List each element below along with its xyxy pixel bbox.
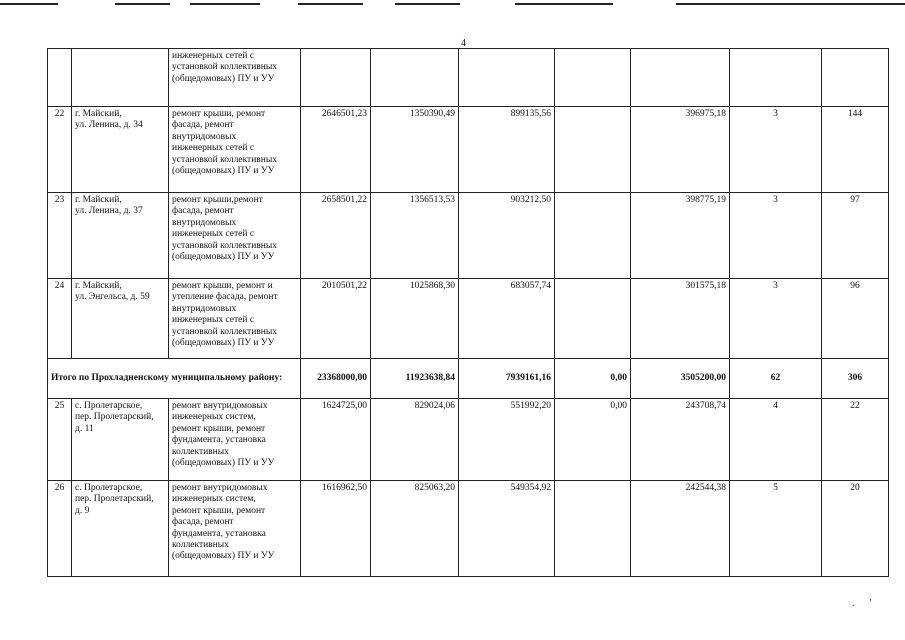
fund-cell: 1356513,53 (371, 193, 459, 279)
work-cell: ремонт крыши, ремонт фасада, ремонт внутридомовых инженерных сетей с установкой коллективных (общедомовых) ПУ и УУ (169, 107, 301, 193)
count-cell: 5 (730, 481, 822, 577)
count-cell: 3 (730, 279, 822, 359)
scan-artifact-line (298, 3, 363, 5)
fund-cell: 829024,06 (371, 399, 459, 481)
local-budget-cell (555, 193, 631, 279)
owners-cell: 301575,18 (631, 279, 730, 359)
owners-cell: 243708,74 (631, 399, 730, 481)
budget-cell: 551992,20 (459, 399, 555, 481)
address-cell: г. Майский, ул. Ленина, д. 37 (72, 193, 169, 279)
subtotal-residents: 306 (822, 359, 889, 399)
work-cell: ремонт внутридомовых инженерных систем, ремонт крыши, ремонт фундамента, установка коллективных (общедомовых) ПУ и УУ (169, 399, 301, 481)
address-cell: г. Майский, ул. Энгельса, д. 59 (72, 279, 169, 359)
row-number: 22 (48, 107, 72, 193)
residents-cell: 144 (822, 107, 889, 193)
owners-cell: 396975,18 (631, 107, 730, 193)
row-number: 23 (48, 193, 72, 279)
scan-artifact-line (115, 3, 170, 5)
owners-cell: 398775,19 (631, 193, 730, 279)
count-cell: 4 (730, 399, 822, 481)
value-cell (631, 49, 730, 107)
local-budget-cell (555, 481, 631, 577)
count-cell: 3 (730, 193, 822, 279)
budget-cell: 899135,56 (459, 107, 555, 193)
value-cell (822, 49, 889, 107)
value-cell (459, 49, 555, 107)
total-cost-cell: 2658501,22 (301, 193, 371, 279)
table-row (48, 193, 889, 279)
residents-cell: 97 (822, 193, 889, 279)
local-budget-cell: 0,00 (555, 399, 631, 481)
table-row (48, 399, 889, 481)
count-cell: 3 (730, 107, 822, 193)
scan-artifact-line (190, 3, 260, 5)
subtotal-total: 23368000,00 (301, 359, 371, 399)
address-cell: с. Пролетарское, пер. Пролетарский, д. 11 (72, 399, 169, 481)
budget-cell: 549354,92 (459, 481, 555, 577)
subtotal-budget: 7939161,16 (459, 359, 555, 399)
scan-artifact-marks: . ' (852, 598, 872, 609)
fund-cell: 1025868,30 (371, 279, 459, 359)
residents-cell: 22 (822, 399, 889, 481)
table-row (48, 481, 889, 577)
value-cell (371, 49, 459, 107)
subtotal-count: 62 (730, 359, 822, 399)
work-cell: ремонт крыши, ремонт и утепление фасада, ремонт внутридомовых инженерных сетей с установкой коллективных (общедомовых) ПУ и УУ (169, 279, 301, 359)
scan-artifact-line (0, 3, 58, 5)
local-budget-cell (555, 107, 631, 193)
budget-cell: 683057,74 (459, 279, 555, 359)
total-cost-cell: 2010501,22 (301, 279, 371, 359)
page-number: 4 (461, 38, 466, 49)
subtotal-owners: 3505200,00 (631, 359, 730, 399)
table-row (48, 279, 889, 359)
address-cell (72, 49, 169, 107)
value-cell (730, 49, 822, 107)
work-cell: инженерных сетей с установкой коллективных (общедомовых) ПУ и УУ (169, 49, 301, 107)
table-row-continuation (48, 49, 889, 107)
value-cell (555, 49, 631, 107)
repair-program-table (47, 48, 889, 577)
table-row (48, 107, 889, 193)
budget-cell: 903212,50 (459, 193, 555, 279)
row-number: 26 (48, 481, 72, 577)
scan-artifact-line (676, 3, 905, 5)
row-number: 25 (48, 399, 72, 481)
subtotal-row (48, 359, 889, 399)
row-number: 24 (48, 279, 72, 359)
value-cell (301, 49, 371, 107)
owners-cell: 242544,38 (631, 481, 730, 577)
address-cell: г. Майский, ул. Ленина, д. 34 (72, 107, 169, 193)
subtotal-fund: 11923638,84 (371, 359, 459, 399)
work-cell: ремонт внутридомовых инженерных систем, ремонт крыши, ремонт фасада, ремонт фундамента, установка коллективных (общедомовых) ПУ и УУ (169, 481, 301, 577)
total-cost-cell: 1624725,00 (301, 399, 371, 481)
local-budget-cell (555, 279, 631, 359)
subtotal-label: Итого по Прохладненскому муниципальному району: (48, 359, 301, 399)
work-cell: ремонт крыши,ремонт фасада, ремонт внутридомовых инженерных сетей с установкой коллективных (общедомовых) ПУ и УУ (169, 193, 301, 279)
idx-cell (48, 49, 72, 107)
total-cost-cell: 2646501,23 (301, 107, 371, 193)
fund-cell: 825063,20 (371, 481, 459, 577)
address-cell: с. Пролетарское, пер. Пролетарский, д. 9 (72, 481, 169, 577)
scan-artifact-line (395, 3, 460, 5)
total-cost-cell: 1616962,50 (301, 481, 371, 577)
residents-cell: 96 (822, 279, 889, 359)
scan-artifact-line (515, 3, 613, 5)
fund-cell: 1350390,49 (371, 107, 459, 193)
residents-cell: 20 (822, 481, 889, 577)
subtotal-local-budget: 0,00 (555, 359, 631, 399)
